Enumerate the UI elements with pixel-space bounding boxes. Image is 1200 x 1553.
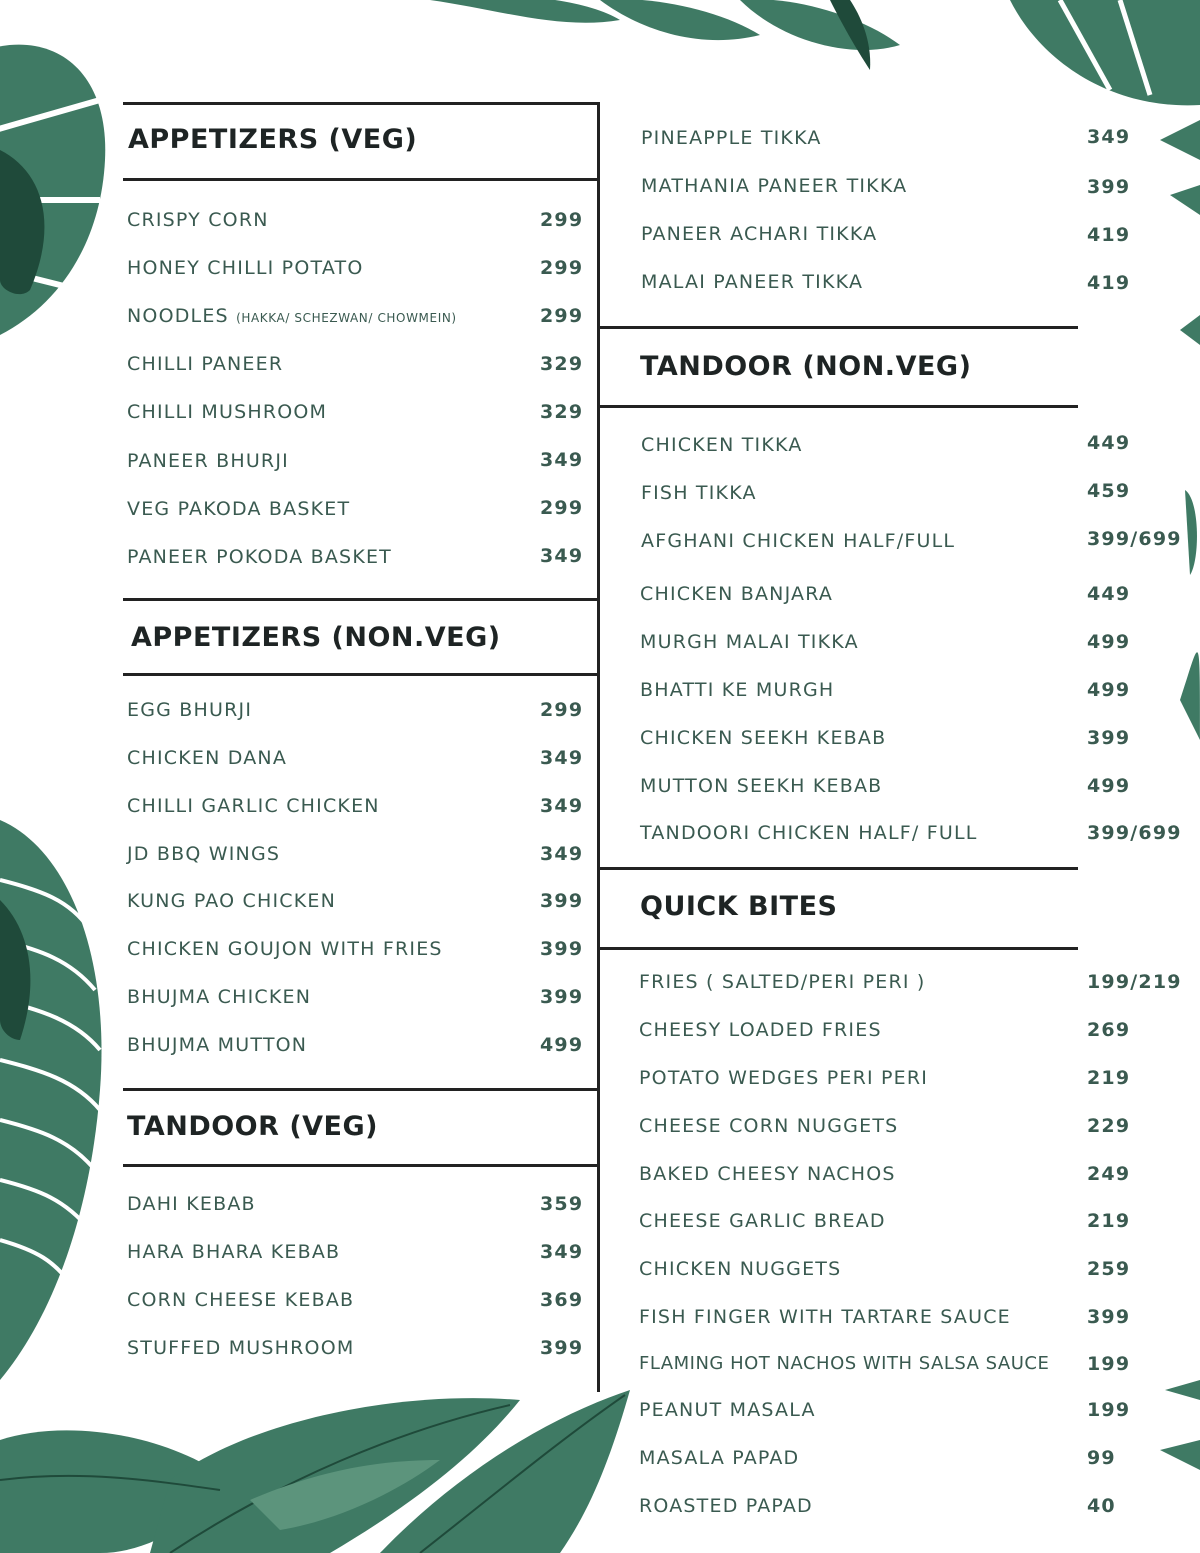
menu-item-price: 499	[1087, 631, 1131, 653]
section-title: APPETIZERS (VEG)	[128, 124, 418, 155]
menu-item-name: CHILLI PANEER	[127, 353, 284, 375]
menu-item-name: CRISPY CORN	[127, 209, 269, 231]
menu-item-name: JD BBQ WINGS	[127, 843, 281, 865]
menu-item-price: 349	[540, 795, 584, 817]
menu-item-price: 299	[540, 497, 584, 519]
menu-item-price: 219	[1087, 1067, 1131, 1089]
menu-item-price: 199	[1087, 1399, 1131, 1421]
menu-item-price: 299	[540, 699, 584, 721]
section-title: TANDOOR (VEG)	[127, 1111, 379, 1142]
menu-item-price: 499	[1087, 775, 1131, 797]
menu-item-price: 419	[1087, 224, 1131, 246]
menu-item-name	[127, 305, 457, 327]
menu-item-name: KUNG PAO CHICKEN	[127, 890, 337, 912]
menu-item-name: PINEAPPLE TIKKA	[641, 127, 822, 149]
section-rule	[123, 673, 600, 676]
menu-item-price: 329	[540, 401, 584, 423]
menu-item-price: 219	[1087, 1210, 1131, 1232]
menu-item-name: FLAMING HOT NACHOS WITH SALSA SAUCE	[639, 1353, 1050, 1374]
menu-item-name: PANEER POKODA BASKET	[127, 546, 392, 568]
menu-item-price: 399	[540, 938, 584, 960]
menu-item-name: CHICKEN SEEKH KEBAB	[640, 727, 887, 749]
menu-item-price: 349	[540, 1241, 584, 1263]
menu-item-price: 419	[1087, 272, 1131, 294]
menu-item-price: 399	[540, 1337, 584, 1359]
menu-item-price: 259	[1087, 1258, 1131, 1280]
menu-item-price: 199/219	[1087, 971, 1182, 993]
menu-item-price: 199	[1087, 1353, 1131, 1375]
menu-item-name: BHUJMA CHICKEN	[127, 986, 312, 1008]
menu-item-name: CHICKEN NUGGETS	[639, 1258, 842, 1280]
menu-item-price: 40	[1087, 1495, 1116, 1517]
section-rule	[600, 867, 1078, 870]
menu-item-price: 499	[540, 1034, 584, 1056]
menu-item-name: POTATO WEDGES PERI PERI	[639, 1067, 929, 1089]
menu-item-price: 399	[1087, 727, 1131, 749]
menu-item-name: CHICKEN DANA	[127, 747, 288, 769]
menu-item-name: CORN CHEESE KEBAB	[127, 1289, 355, 1311]
menu-item-price: 349	[540, 545, 584, 567]
menu-item-price: 399	[540, 986, 584, 1008]
menu-item-price: 369	[540, 1289, 584, 1311]
menu-item-price: 349	[540, 843, 584, 865]
menu-item-price: 299	[540, 305, 584, 327]
menu-item-name: ROASTED PAPAD	[639, 1495, 813, 1517]
menu-item-name: FISH FINGER WITH TARTARE SAUCE	[639, 1306, 1011, 1328]
menu-item-name: BHUJMA MUTTON	[127, 1034, 308, 1056]
menu-item-price: 459	[1087, 480, 1131, 502]
menu-item-name: PANEER ACHARI TIKKA	[641, 223, 878, 245]
section-rule	[123, 1088, 600, 1091]
menu-item-name: CHEESE CORN NUGGETS	[639, 1115, 899, 1137]
section-rule	[600, 405, 1078, 408]
menu-item-price: 499	[1087, 679, 1131, 701]
menu-item-name: CHEESY LOADED FRIES	[639, 1019, 882, 1041]
menu-item-price: 359	[540, 1193, 584, 1215]
menu-item-price: 349	[540, 747, 584, 769]
menu-item-price: 449	[1087, 583, 1131, 605]
menu-item-price: 449	[1087, 432, 1131, 454]
section-title: APPETIZERS (NON.VEG)	[131, 622, 501, 653]
section-rule	[123, 102, 600, 105]
menu-item-price: 399	[1087, 176, 1131, 198]
menu-item-name: PEANUT MASALA	[639, 1399, 816, 1421]
menu-item-price: 399/699	[1087, 528, 1182, 550]
menu-item-name: PANEER BHURJI	[127, 450, 289, 472]
menu-item-price: 269	[1087, 1019, 1131, 1041]
menu-item-price: 399	[1087, 1306, 1131, 1328]
section-title: QUICK BITES	[640, 891, 838, 922]
menu-item-name: HARA BHARA KEBAB	[127, 1241, 341, 1263]
center-divider	[597, 102, 600, 1392]
menu-item-name: CHILLI GARLIC CHICKEN	[127, 795, 380, 817]
section-title: TANDOOR (NON.VEG)	[640, 351, 972, 382]
menu-item-note: (HAKKA/ SCHEZWAN/ CHOWMEIN)	[236, 311, 457, 325]
menu-item-name: HONEY CHILLI POTATO	[127, 257, 364, 279]
menu-item-price: 249	[1087, 1163, 1131, 1185]
menu-item-name: MUTTON SEEKH KEBAB	[640, 775, 883, 797]
menu-item-name: CHICKEN BANJARA	[640, 583, 834, 605]
menu-item-price: 229	[1087, 1115, 1131, 1137]
menu-item-name: VEG PAKODA BASKET	[127, 498, 351, 520]
section-rule	[123, 1164, 600, 1167]
section-rule	[600, 947, 1078, 950]
menu-item-name: MASALA PAPAD	[639, 1447, 800, 1469]
menu-item-name: EGG BHURJI	[127, 699, 253, 721]
menu-item-name-text: NOODLES	[127, 305, 229, 327]
menu-item-name: BHATTI KE MURGH	[640, 679, 835, 701]
menu-item-name: STUFFED MUSHROOM	[127, 1337, 355, 1359]
menu-item-name: MATHANIA PANEER TIKKA	[641, 175, 908, 197]
menu-item-price: 349	[540, 449, 584, 471]
menu-item-price: 349	[1087, 126, 1131, 148]
menu-item-name: MURGH MALAI TIKKA	[640, 631, 859, 653]
menu-item-name: TANDOORI CHICKEN HALF/ FULL	[640, 822, 978, 844]
menu-item-name: MALAI PANEER TIKKA	[641, 271, 864, 293]
section-rule	[600, 326, 1078, 329]
menu-item-name: CHEESE GARLIC BREAD	[639, 1210, 886, 1232]
menu-item-name: BAKED CHEESY NACHOS	[639, 1163, 896, 1185]
menu-item-price: 399	[540, 890, 584, 912]
menu-item-name: CHICKEN GOUJON WITH FRIES	[127, 938, 443, 960]
menu-item-name: FISH TIKKA	[641, 482, 757, 504]
section-rule	[123, 598, 600, 601]
menu-item-name: DAHI KEBAB	[127, 1193, 256, 1215]
menu-item-price: 329	[540, 353, 584, 375]
menu-item-name: CHILLI MUSHROOM	[127, 401, 328, 423]
menu-item-price: 299	[540, 209, 584, 231]
menu-item-price: 99	[1087, 1447, 1116, 1469]
menu-item-name: CHICKEN TIKKA	[641, 434, 803, 456]
section-rule	[123, 178, 600, 181]
menu-item-name: AFGHANI CHICKEN HALF/FULL	[641, 530, 956, 552]
menu-item-name: FRIES ( SALTED/PERI PERI )	[639, 971, 926, 993]
menu-item-price: 399/699	[1087, 822, 1182, 844]
menu-item-price: 299	[540, 257, 584, 279]
